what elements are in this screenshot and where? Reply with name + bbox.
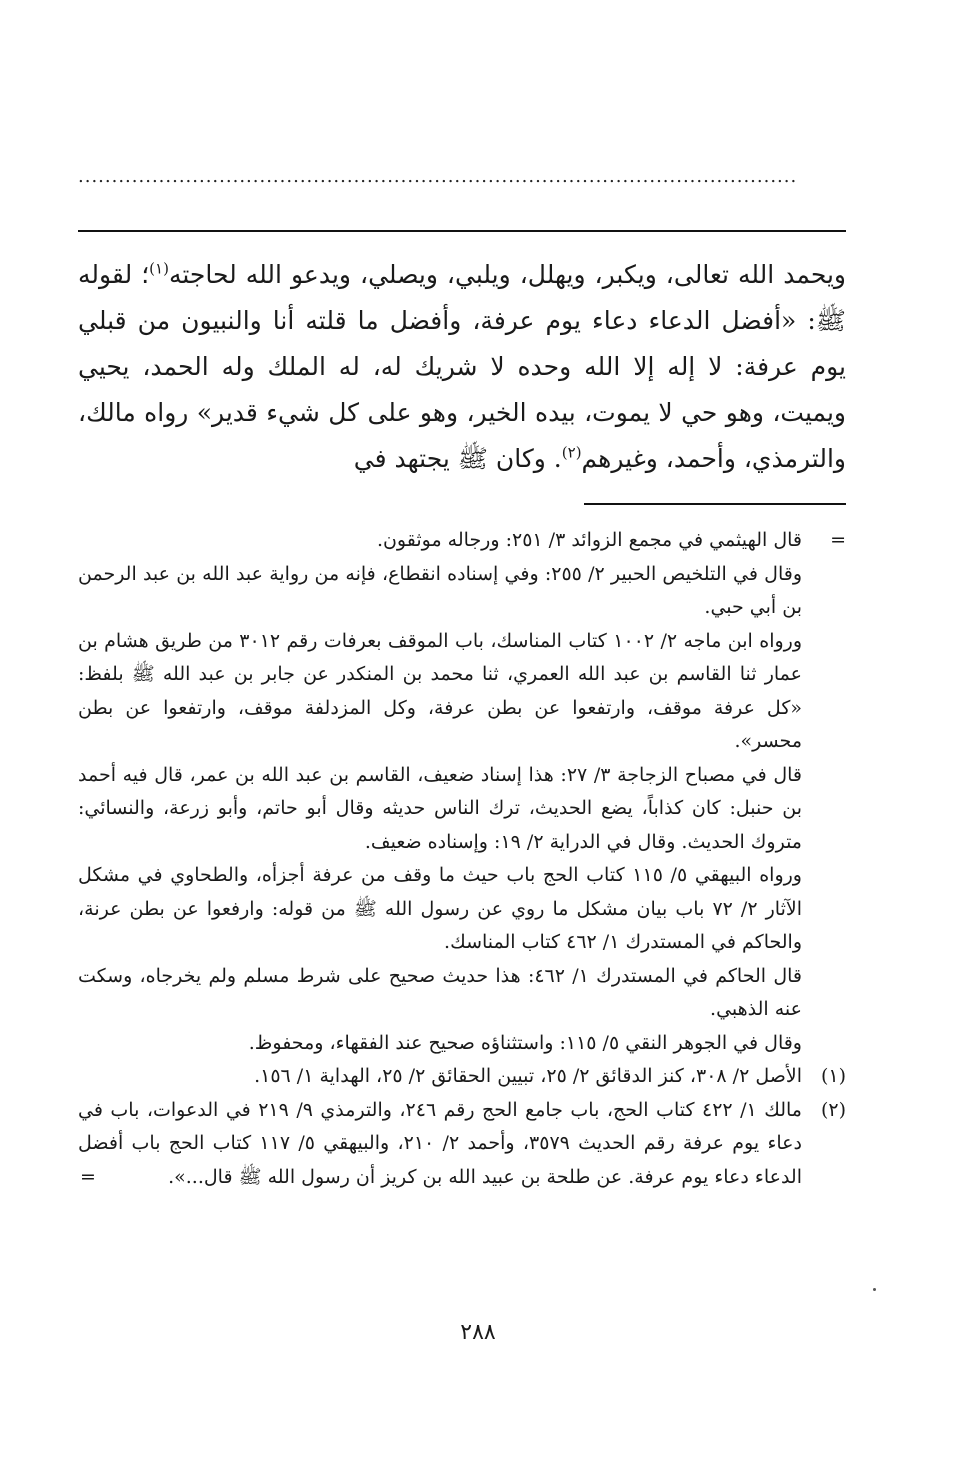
- continues-next-page-mark: =: [80, 1165, 96, 1188]
- page-number: ٢٨٨: [460, 1320, 496, 1345]
- footnote-text: مالك ١/ ٤٢٢ كتاب الحج، باب جامع الحج رقم ٢٤٦، والترمذي ٩/ ٢١٩ في الدعوات، باب في دعاء يوم عرفة رقم الحديث ٣٥٧٩، وأحمد ٢/ ٢١٠، والبيهقي ٥/ ١١٧ كتاب الحج باب أفضل الدعاء دعاء يوم عرفة. عن طلحة بن عبيد الله بن كريز أن رسول الله ﷺ قال...».: [78, 1098, 802, 1188]
- main-text-part: ويحمد الله تعالى، ويكبر، ويهلل، ويلبي، ويصلي، ويدعو الله لحاجته: [168, 260, 846, 289]
- footnote-text: الأصل ٢/ ٣٠٨، كنز الدقائق ٢/ ٢٥، تبيين الحقائق ٢/ ٢٥، الهداية ١/ ١٥٦.: [254, 1065, 802, 1087]
- footnote-line: ورواه ابن ماجه ٢/ ١٠٠٢ كتاب المناسك، باب الموقف بعرفات رقم ٣٠١٢ من طريق هشام بن عمار ثنا القاسم بن عبد الله العمري، ثنا محمد بن المنكدر عن جابر بن عبد الله ﷺ بلفظ: «كل عرفة موقف، وارتفعوا عن بطن عرفة، وكل المزدلفة موقف، وارتفعوا عن بطن محسر».: [78, 629, 802, 752]
- header-rule: [78, 230, 846, 232]
- footnote-2: [78, 1094, 846, 1195]
- continuation-mark: =: [830, 529, 846, 551]
- main-text-part: . وكان ﷺ يجتهد في: [353, 444, 562, 473]
- footnote-ref: (١): [149, 259, 169, 278]
- footnote-line: وقال في التلخيص الحبير ٢/ ٢٥٥: وفي إسناده انقطاع، فإنه من رواية عبد الله بن عبد الرحمن بن أبي حبي.: [78, 562, 802, 618]
- footnote-line: قال في مصباح الزجاجة ٣/ ٢٧: هذا إسناد ضعيف، القاسم بن عبد الله بن عمر، قال فيه أحمد بن حنبل: كان كذاباً، يضع الحديث، ترك الناس حديثه وقال أبو حاتم، وأبو زرعة، والنسائي: متروك الحديث. وقال في الدراية ٢/ ١٩: وإسناده ضعيف.: [78, 763, 803, 853]
- footnote-1: [78, 1060, 846, 1094]
- footnote-line: قال الهيثمي في مجمع الزوائد ٣/ ٢٥١: ورجاله موثقون.: [376, 529, 802, 551]
- main-text: [78, 252, 846, 482]
- main-text-part: ؛ لقوله ﷺ: «أفضل الدعاء دعاء يوم عرفة، وأفضل ما قلته أنا والنبيون من قبلي يوم عرفة: لا إله إلا الله وحده لا شريك له، له الملك وله الحمد، يحيي ويميت، وهو حي لا يموت، بيده الخير، وهو على كل شيء قدير» رواه مالك، والترمذي، وأحمد، وغيرهم: [78, 260, 846, 473]
- main-paragraph: [78, 252, 846, 482]
- footnote-number: (١): [820, 1065, 846, 1087]
- footnote-separator: [584, 503, 846, 505]
- footnote-line: ورواه البيهقي ٥/ ١١٥ كتاب الحج باب حيث ما وقف من عرفة أجزأه، والطحاوي في مشكل الآثار ٢/ ٧٢ باب بيان مشكل ما روي عن رسول الله ﷺ من قوله: وارفعوا عن بطن عرنة، والحاكم في المستدرك ١/ ٤٦٢ كتاب المناسك.: [78, 864, 802, 953]
- footnote-number: (٢): [820, 1098, 846, 1121]
- footnote-line: وقال في الجوهر النقي ٥/ ١١٥: واستثناؤه صحيح عند الفقهاء، ومحفوظ.: [248, 1031, 802, 1054]
- header-dotted-line: ...........................................................................................................: [78, 170, 798, 184]
- footnote-continuation: [78, 524, 846, 1060]
- footnotes: [78, 524, 846, 1194]
- footnote-ref: (٢): [561, 443, 582, 462]
- footnote-line: قال الحاكم في المستدرك ١/ ٤٦٢: هذا حديث صحيح على شرط مسلم ولم يخرجاه، وسكت عنه الذهبي.: [78, 964, 802, 1020]
- scan-speck: [873, 1288, 876, 1291]
